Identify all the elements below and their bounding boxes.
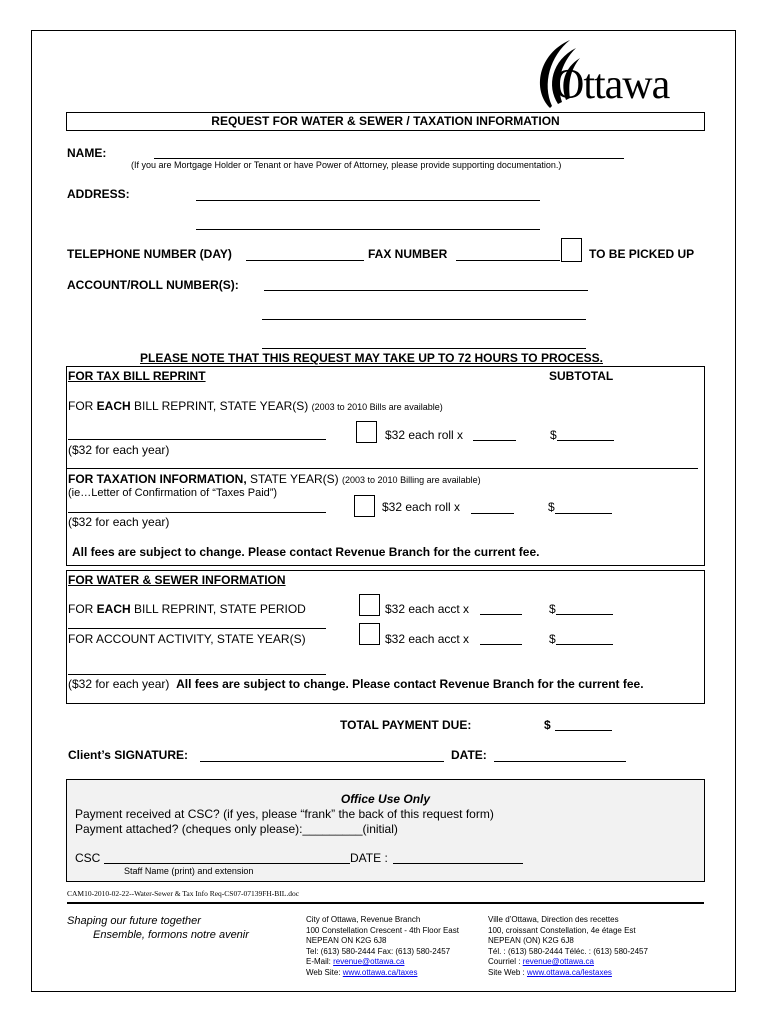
telephone-field[interactable] [246, 260, 364, 261]
office-use-line1: Payment received at CSC? (if yes, please “frank” the back of this request form) [75, 807, 494, 821]
address-field-1[interactable] [196, 200, 540, 201]
signature-label: Client’s SIGNATURE: [68, 748, 189, 762]
tax-info-checkbox[interactable] [354, 495, 375, 517]
account-field-1[interactable] [264, 290, 588, 291]
water-reprint-qty-field[interactable] [480, 614, 522, 615]
office-date-label: DATE : [350, 851, 388, 865]
tax-reprint-year-note: ($32 for each year) [68, 443, 170, 457]
tax-reprint-dollar: $ [550, 428, 557, 442]
office-date-field[interactable] [393, 863, 523, 864]
tax-info-instruction: FOR TAXATION INFORMATION, STATE YEAR(S) (2003 to 2010 Billing are available) [68, 472, 481, 486]
account-activity-subtotal-field[interactable] [556, 644, 613, 645]
address-field-2[interactable] [196, 229, 540, 230]
water-reprint-subtotal-field[interactable] [556, 614, 613, 615]
water-section-header: FOR WATER & SEWER INFORMATION [68, 573, 286, 587]
account-activity-instruction: FOR ACCOUNT ACTIVITY, STATE YEAR(S) [68, 632, 306, 646]
tax-reprint-instruction: FOR EACH BILL REPRINT, STATE YEAR(S) (2003 to 2010 Bills are available) [68, 399, 443, 413]
footer-address-fr: Ville d’Ottawa, Direction des recettes 100, croissant Constellation, 4e étage Est NEPEAN (ON) K2G 6J8 Tél. : (613) 580-2444 Téléc. : (613) 580-2457 Courriel : revenue@ottawa.ca Site Web : www.ottawa.ca/lestaxes [488, 915, 648, 977]
website-link-en[interactable]: www.ottawa.ca/taxes [342, 967, 418, 977]
email-link-fr[interactable]: revenue@ottawa.ca [522, 957, 594, 967]
tax-section-header: FOR TAX BILL REPRINT [68, 369, 206, 383]
slogan-fr: Ensemble, formons notre avenir [93, 929, 249, 941]
water-reprint-instruction: FOR EACH BILL REPRINT, STATE PERIOD [68, 602, 306, 616]
footer-rule [67, 902, 704, 904]
tax-info-qty-field[interactable] [471, 513, 514, 514]
water-reprint-period-field[interactable] [68, 628, 326, 629]
total-field[interactable] [555, 730, 612, 731]
tax-reprint-years-field[interactable] [68, 439, 326, 440]
signature-field[interactable] [200, 761, 444, 762]
tax-info-fee: $32 each roll x [382, 500, 461, 514]
total-label: TOTAL PAYMENT DUE: [340, 718, 472, 732]
name-field[interactable] [154, 158, 624, 159]
account-activity-dollar: $ [549, 632, 556, 646]
account-field-3[interactable] [262, 348, 586, 349]
pickup-checkbox[interactable] [561, 238, 582, 262]
telephone-label: TELEPHONE NUMBER (DAY) [67, 247, 232, 261]
slogan-en: Shaping our future together [67, 915, 201, 927]
account-activity-qty-field[interactable] [480, 644, 522, 645]
csc-staff-field[interactable] [104, 863, 350, 864]
tax-info-subtotal-field[interactable] [555, 513, 612, 514]
office-use-line2: Payment attached? (cheques only please):_________(initial) [75, 822, 398, 836]
tax-info-dollar: $ [548, 500, 555, 514]
total-dollar: $ [544, 718, 551, 732]
date-field[interactable] [494, 761, 626, 762]
document-reference: CAM10-2010-02-22--Water-Sewer & Tax Info Req-CS07-07139FH-BIL.doc [67, 889, 300, 898]
ottawa-logo [528, 38, 698, 110]
address-label: ADDRESS: [67, 187, 130, 201]
fax-label: FAX NUMBER [368, 247, 448, 261]
water-reprint-dollar: $ [549, 602, 556, 616]
pickup-label: TO BE PICKED UP [589, 247, 695, 261]
tax-info-year-note: ($32 for each year) [68, 515, 170, 529]
tax-reprint-subtotal-field[interactable] [557, 440, 614, 441]
form-title: REQUEST FOR WATER & SEWER / TAXATION INFORMATION [211, 114, 560, 128]
tax-info-example: (ie…Letter of Confirmation of “Taxes Paid”) [68, 487, 278, 499]
name-label: NAME: [67, 146, 107, 160]
processing-notice: PLEASE NOTE THAT THIS REQUEST MAY TAKE UP TO 72 HOURS TO PROCESS. [140, 351, 603, 365]
tax-section [66, 366, 705, 566]
csc-label: CSC [75, 851, 101, 865]
tax-fees-notice: All fees are subject to change. Please contact Revenue Branch for the current fee. [72, 545, 540, 559]
email-link-en[interactable]: revenue@ottawa.ca [333, 957, 405, 967]
account-activity-fee: $32 each acct x [385, 632, 470, 646]
office-use-title: Office Use Only [340, 792, 431, 806]
tax-reprint-fee: $32 each roll x [385, 428, 464, 442]
tax-divider [67, 468, 698, 469]
tax-reprint-qty-field[interactable] [473, 440, 516, 441]
staff-name-note: Staff Name (print) and extension [124, 866, 254, 876]
account-activity-checkbox[interactable] [359, 623, 380, 645]
tax-reprint-checkbox[interactable] [356, 421, 377, 443]
account-field-2[interactable] [262, 319, 586, 320]
account-activity-years-field[interactable] [68, 674, 326, 675]
fax-field[interactable] [456, 260, 560, 261]
water-reprint-fee: $32 each acct x [385, 602, 470, 616]
subtotal-label: SUBTOTAL [549, 369, 614, 383]
water-reprint-checkbox[interactable] [359, 594, 380, 616]
logo-wordmark: Ottawa [554, 62, 670, 108]
date-label: DATE: [451, 748, 487, 762]
footer-address-en: City of Ottawa, Revenue Branch 100 Constellation Crescent - 4th Floor East NEPEAN ON K2G 6J8 Tel: (613) 580-2444 Fax: (613) 580-2457 E-Mail: revenue@ottawa.ca Web Site: www.ottawa.ca/taxes [306, 915, 459, 977]
tax-info-years-field[interactable] [68, 512, 326, 513]
name-note: (If you are Mortgage Holder or Tenant or have Power of Attorney, please provide supporting documentation.) [131, 160, 562, 170]
website-link-fr[interactable]: www.ottawa.ca/lestaxes [526, 967, 612, 977]
account-label: ACCOUNT/ROLL NUMBER(S): [67, 278, 239, 292]
water-fees-line: ($32 for each year) All fees are subject to change. Please contact Revenue Branch for the current fee. [68, 677, 644, 691]
